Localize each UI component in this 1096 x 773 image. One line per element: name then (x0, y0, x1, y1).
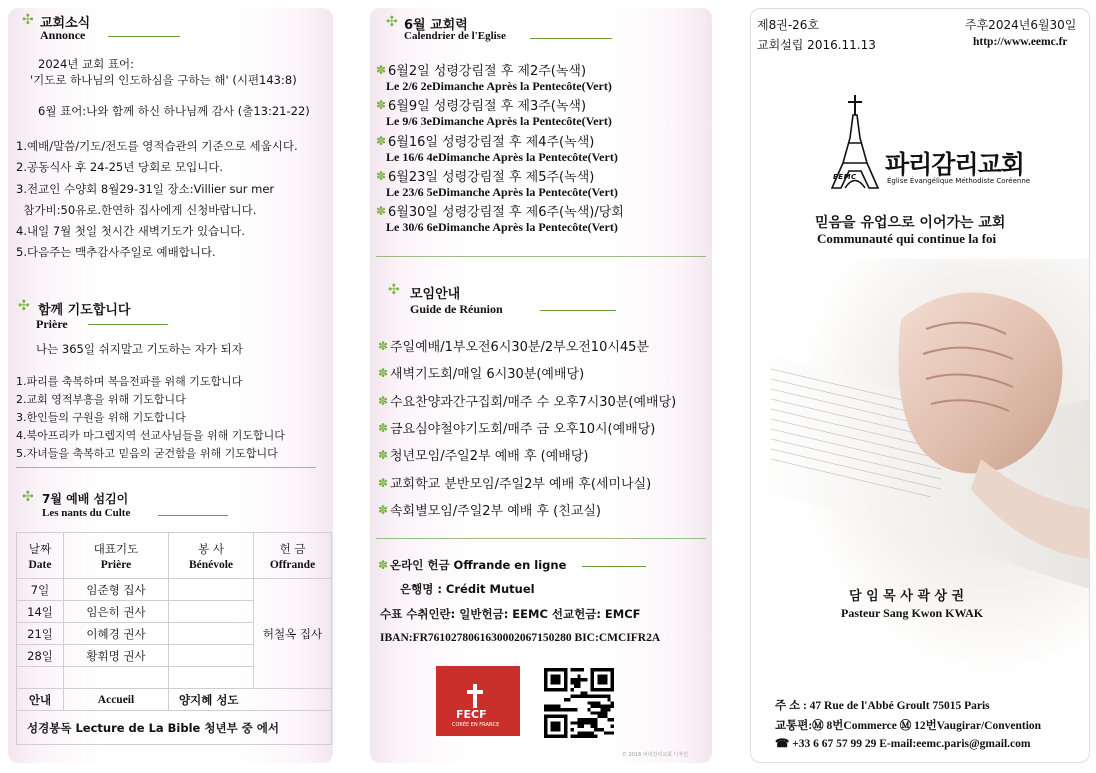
title-underline (540, 310, 616, 311)
bullet-icon: ✽ (376, 169, 387, 183)
qr-code (542, 668, 616, 738)
bullet-icon: ✽ (378, 339, 389, 353)
bulletin-date: 주후2024년6월30일 (965, 18, 1077, 32)
check-recipient: 수표 수취인란: 일반헌금: EEMC 선교헌금: EMCF (380, 607, 641, 621)
church-name-fr: Église Évangélique Méthodiste Coréenne (887, 177, 1031, 185)
list-item: 3.한인들의 구원을 위해 기도합니다 (16, 411, 186, 424)
guide-label: 안내 (17, 689, 64, 711)
cross-icon: ✣ (22, 489, 34, 505)
cell-volunteer (169, 601, 254, 623)
servants-title: 7월 예배 섬김이 (42, 492, 129, 506)
prayer-title: 함께 기도합니다 (38, 303, 131, 318)
prayer-lead: 나는 365일 쉬지말고 기도하는 자가 되자 (36, 342, 243, 356)
tagline-ko: 믿음을 유업으로 이어가는 교회 (815, 215, 1006, 231)
header-date: 날짜 Date (17, 533, 64, 579)
cell-prayer: 임준형 집사 (64, 579, 169, 601)
list-item: 교회학교 분반모임/주일2부 예배 후(세미나실) (390, 477, 652, 492)
church-name: 파리감리교회 (885, 150, 1024, 179)
online-offering-title: 온라인 헌금 Offrande en ligne (390, 558, 567, 572)
bullet-icon: ✽ (376, 63, 387, 77)
guide-label-fr: Accueil (64, 689, 169, 711)
cross-icon: ✣ (386, 14, 398, 30)
calendar-entry-ko: 6월9일 성령강림절 후 제3주(녹색) (388, 99, 587, 114)
calendar-entry-ko: 6월23일 성령강림절 후 제5주(녹색) (388, 170, 595, 185)
cell-volunteer (169, 667, 254, 689)
month-motto: 6월 표어:나와 함께 하신 하나님께 감사 (출13:21-22) (38, 104, 310, 118)
iban: IBAN:FR7610278061630002067150280 BIC:CMCIFR2A (380, 632, 661, 644)
issue-number: 제8권-26호 (757, 18, 820, 32)
year-motto: '기도로 하나님의 인도하심을 구하는 해' (시편143:8) (30, 73, 297, 87)
list-item: 4.북아프리카 마그렙지역 선교사님들을 위해 기도합니다 (16, 429, 285, 442)
calendar-entry-fr: Le 23/6 5eDimanche Après la Pentecôte(Vert) (386, 185, 618, 199)
calendar-entry-fr: Le 30/6 6eDimanche Après la Pentecôte(Vert) (386, 220, 618, 234)
meetings-title: 모임안내 (410, 287, 461, 302)
list-item: 2.교회 영적부흥을 위해 기도합니다 (16, 393, 186, 406)
list-item: 속회별모임/주일2부 예배 후 (친교실) (390, 504, 602, 519)
bullet-icon: ✽ (378, 503, 389, 517)
fecf-logo (436, 666, 520, 736)
title-underline (108, 36, 180, 37)
pastor-name-ko: 담 임 목 사 곽 상 권 (849, 589, 965, 604)
bullet-icon: ✽ (376, 204, 387, 218)
header-offering: 헌 금 Offrande (254, 533, 332, 579)
header-volunteer: 봉 사 Bénévole (169, 533, 254, 579)
list-item: 주일예배/1부오전6시30분/2부오전10시45분 (390, 340, 650, 355)
divider (376, 538, 706, 539)
cell-date: 7일 (17, 579, 64, 601)
middle-panel (370, 8, 712, 763)
bullet-icon: ✽ (378, 558, 389, 572)
servants-title-fr: Les nants du Culte (42, 507, 131, 519)
cell-prayer (64, 667, 169, 689)
transport: 교통편:Ⓜ 8번Commerce Ⓜ 12번Vaugirar/Convention (775, 720, 1042, 732)
header-prayer: 대표기도 Prière (64, 533, 169, 579)
list-item: 5.다음주는 맥추감사주일로 예배합니다. (16, 245, 216, 259)
calendar-entry-fr: Le 9/6 3eDimanche Après la Pentecôte(Vert) (386, 114, 612, 128)
cross-icon: ✣ (22, 12, 34, 28)
prayer-title-fr: Prière (36, 317, 68, 331)
guide-row (17, 689, 332, 711)
contact[interactable]: ☎ +33 6 67 57 99 29 E-mail:eemc.paris@gmail.com (775, 738, 1031, 750)
bullet-icon: ✽ (378, 448, 389, 462)
motto-lead: 2024년 교회 표어: (38, 57, 134, 71)
list-item: 2.공동식사 후 24-25년 당회로 모입니다. (16, 160, 224, 174)
list-item: 청년모임/주일2부 예배 후 (예배당) (390, 449, 589, 464)
cell-volunteer (169, 623, 254, 645)
list-item: 금요심야철야기도회/매주 금 오후10시(예배당) (390, 422, 656, 437)
left-panel (8, 8, 333, 763)
title-underline (530, 38, 612, 39)
table-header-row (17, 533, 332, 579)
fecf-logo-sub: CORÉE EN FRANCE (452, 722, 500, 728)
right-panel (750, 8, 1090, 763)
list-item: 수요찬양과간구집회/매주 수 오후7시30분(예배당) (390, 395, 677, 410)
list-item: 1.파리를 축복하며 복음전파를 위해 기도합니다 (16, 375, 243, 388)
pastor-name-fr: Pasteur Sang Kwon KWAK (841, 606, 984, 620)
bullet-icon: ✽ (376, 98, 387, 112)
cell-prayer: 임은히 권사 (64, 601, 169, 623)
calendar-entry-fr: Le 2/6 2eDimanche Après la Pentecôte(Vert) (386, 79, 612, 93)
calendar-entry-ko: 6월2일 성령강림절 후 제2주(녹색) (388, 64, 587, 79)
cell-date: 28일 (17, 645, 64, 667)
list-item: 1.예배/말씀/기도/전도를 영적습관의 기준으로 세웁시다. (16, 139, 298, 153)
cross-icon: ✣ (18, 298, 30, 314)
cell-date: 21일 (17, 623, 64, 645)
cross-icon: ✣ (388, 282, 400, 298)
cross-icon (473, 684, 477, 708)
cell-prayer: 황휘명 권사 (64, 645, 169, 667)
logo-text: EEMC (833, 173, 857, 181)
guide-name: 양지혜 성도 (169, 689, 332, 711)
list-item: 참가비:50유로.한연하 집사에게 신청바랍니다. (16, 203, 257, 217)
bullet-icon: ✽ (378, 476, 389, 490)
cell-volunteer (169, 645, 254, 667)
list-item: 5.자녀들을 축복하고 믿음의 굳건함을 위해 기도합니다 (16, 447, 278, 460)
table-row (17, 579, 332, 601)
list-item: 4.내일 7월 첫일 첫시간 새벽기도가 있습니다. (16, 224, 246, 238)
bible-reading: 성경봉독 Lecture de La Bible 청년부 중 에서 (17, 711, 332, 745)
news-title-fr: Annonce (40, 28, 86, 42)
cell-offering: 허철옥 집사 (254, 579, 332, 689)
list-item: 새벽기도회/매일 6시30분(예배당) (390, 367, 585, 382)
title-underline (158, 515, 228, 516)
list-item: 3.전교인 수양회 8월29-31일 장소:Villier sur mer (16, 182, 275, 196)
meetings-title-fr: Guide de Réunion (410, 302, 503, 316)
bank-name: 은행명 : Crédit Mutuel (400, 582, 535, 596)
bullet-icon: ✽ (376, 134, 387, 148)
bullet-icon: ✽ (378, 366, 389, 380)
cell-date (17, 667, 64, 689)
bullet-icon: ✽ (378, 394, 389, 408)
cell-date: 14일 (17, 601, 64, 623)
eiffel-cross-logo (831, 93, 887, 193)
cell-prayer: 이혜경 권사 (64, 623, 169, 645)
calendar-title-fr: Calendrier de l'Eglise (404, 30, 506, 42)
calendar-entry-ko: 6월16일 성령강림절 후 제4주(녹색) (388, 135, 595, 150)
news-title: 교회소식 (40, 16, 91, 31)
divider (16, 467, 316, 468)
title-underline (582, 566, 646, 567)
cell-volunteer (169, 579, 254, 601)
copyright: © 2016 파리감리교회 디자인 (622, 752, 688, 758)
servants-table (16, 532, 332, 745)
calendar-entry-ko: 6월30일 성령강림절 후 제6주(녹색)/당회 (388, 205, 624, 220)
title-underline (88, 324, 168, 325)
fecf-logo-text: FECF (456, 708, 487, 721)
website-link[interactable]: http://www.eemc.fr (973, 36, 1068, 48)
address: 주 소 : 47 Rue de l'Abbé Groult 75015 Paris (775, 700, 990, 712)
founded-date: 교회설립 2016.11.13 (757, 38, 876, 52)
calendar-title: 6월 교회력 (404, 18, 468, 33)
divider (376, 256, 706, 257)
calendar-entry-fr: Le 16/6 4eDimanche Après la Pentecôte(Vert) (386, 150, 618, 164)
tagline-fr: Communauté qui continue la foi (817, 231, 997, 246)
bullet-icon: ✽ (378, 421, 389, 435)
reading-row (17, 711, 332, 745)
